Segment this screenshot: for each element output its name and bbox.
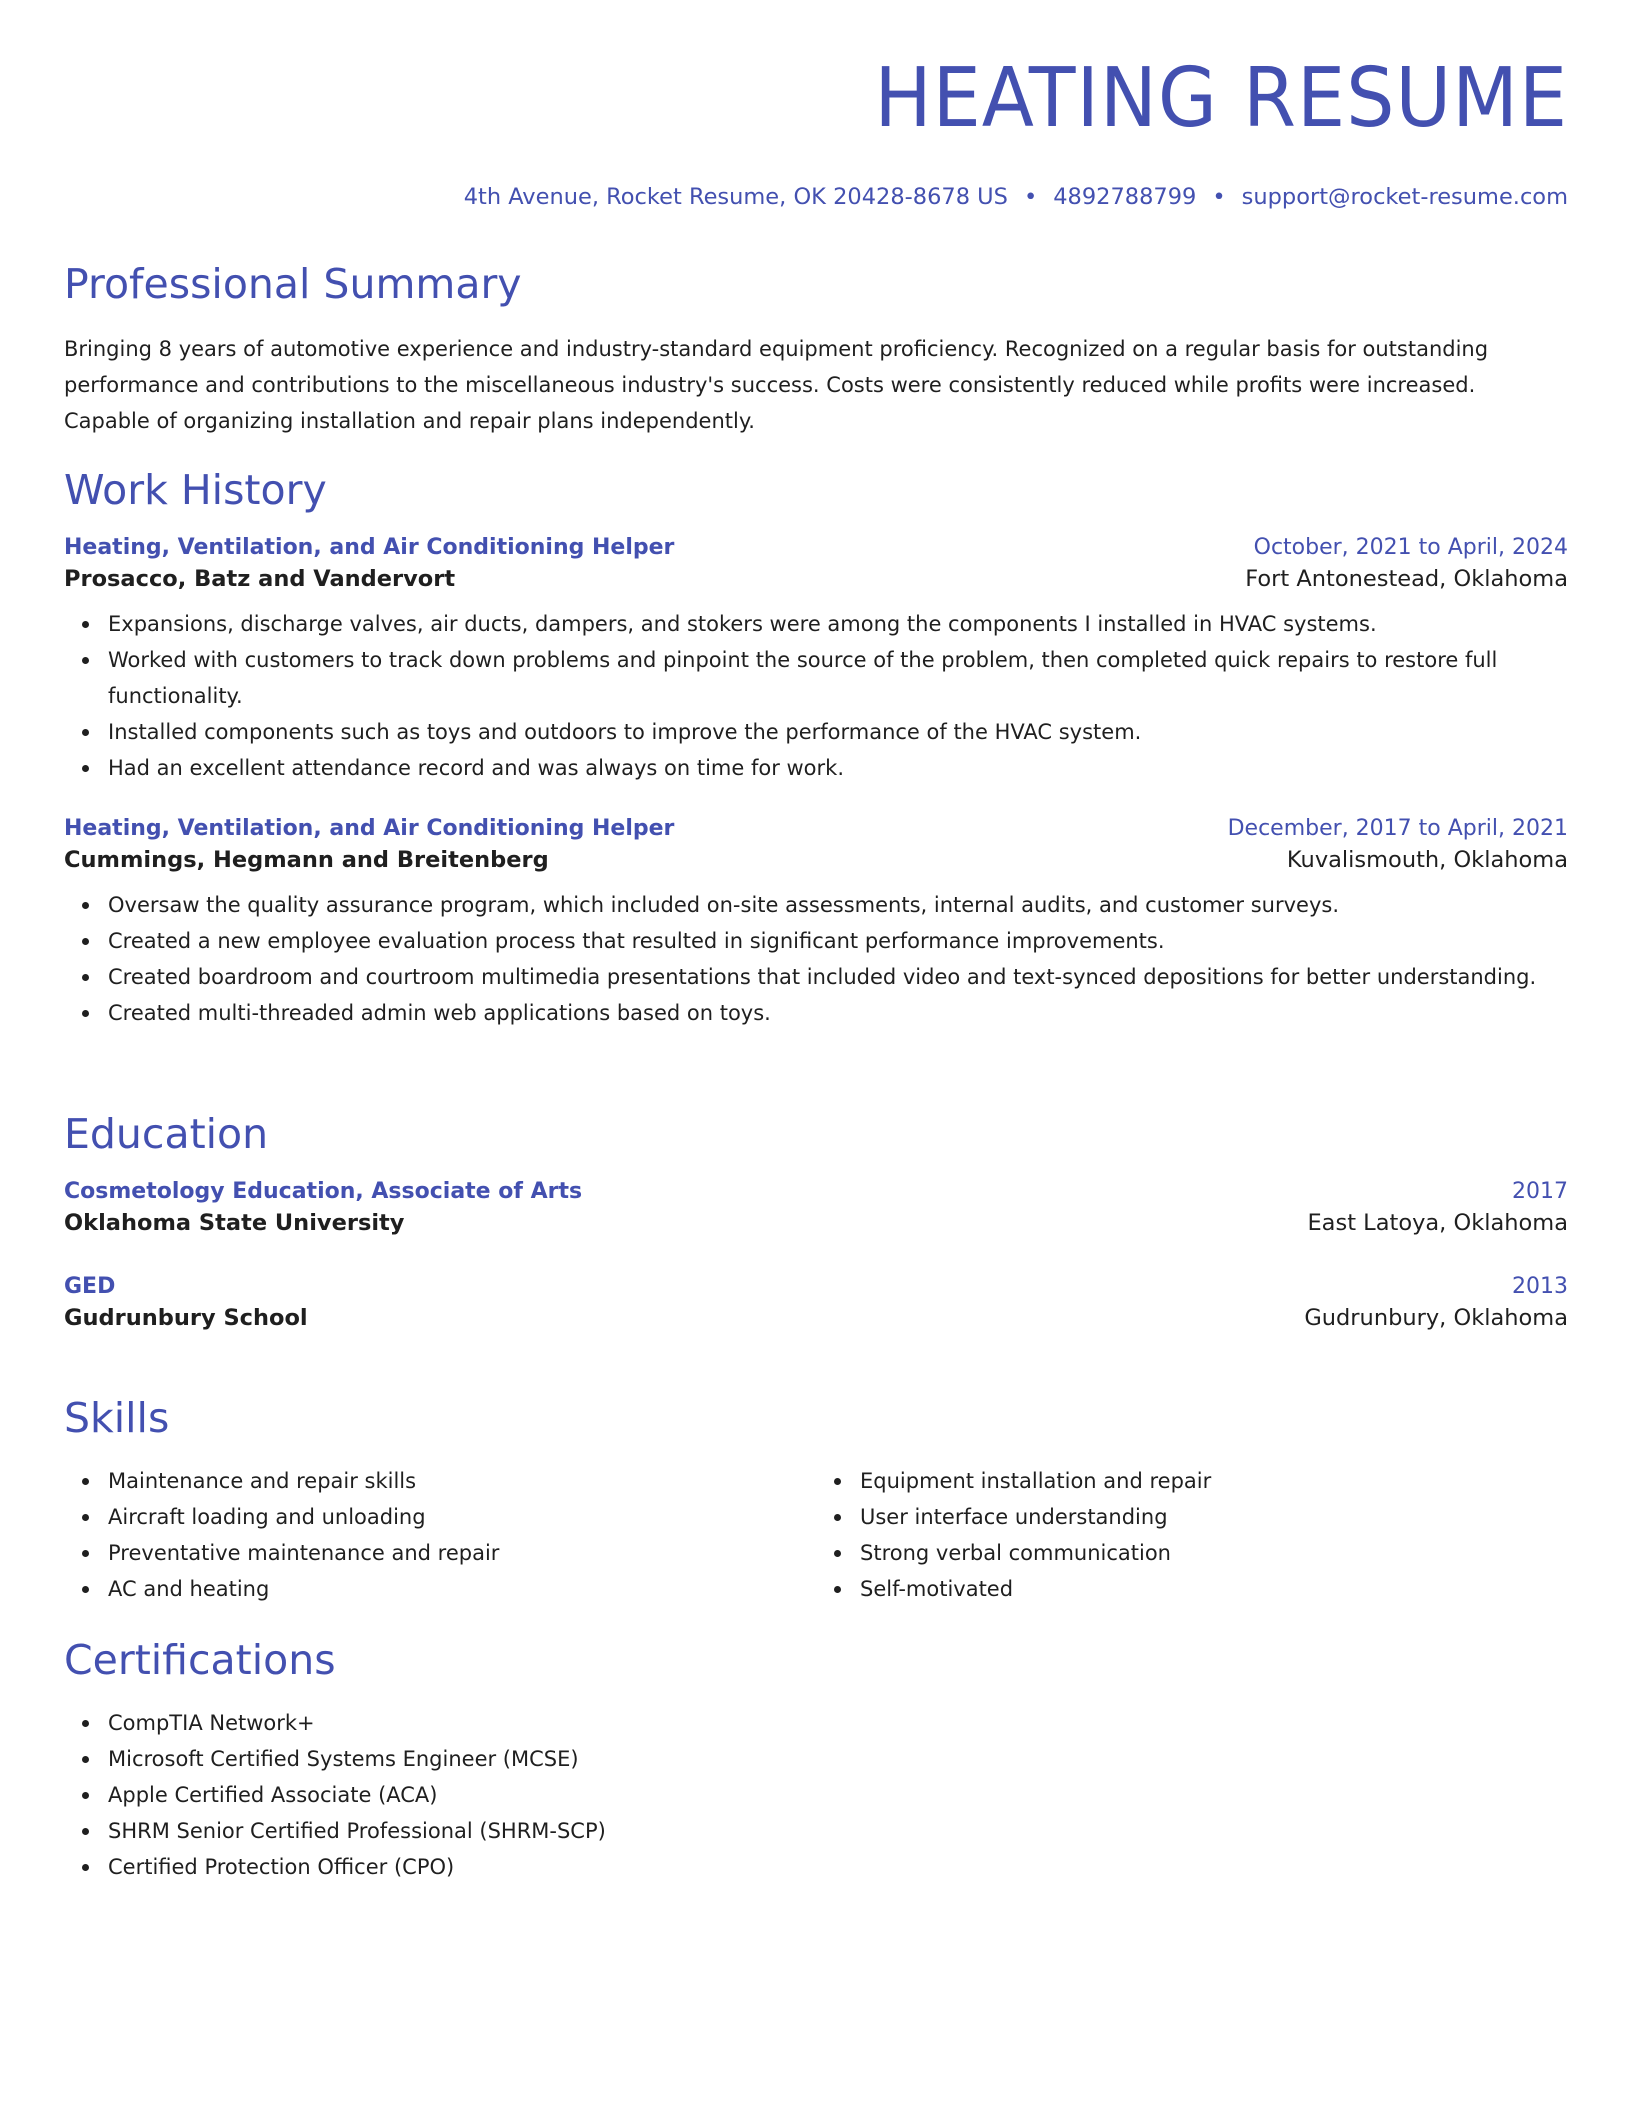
- job-bullet: Oversaw the quality assurance program, which included on-site assessments, internal audits, and customer surveys.: [108, 887, 1568, 923]
- education-degree: Cosmetology Education, Associate of Arts: [64, 1179, 583, 1204]
- resume-page: [64, 0, 1568, 1879]
- summary-section: [64, 260, 1568, 439]
- certification-item: Certified Protection Officer (CPO): [108, 1849, 1568, 1885]
- job-bullet: Created a new employee evaluation process that resulted in significant performance improvements.: [108, 923, 1568, 959]
- education-school-row: [64, 1305, 1568, 1331]
- contact-separator: •: [1212, 184, 1226, 210]
- certifications-list: [64, 1705, 1568, 1885]
- education-section: [64, 1110, 1568, 1331]
- job-company-row: [64, 847, 1568, 873]
- skill-item: User interface understanding: [860, 1499, 1568, 1535]
- job-bullet: Worked with customers to track down problems and pinpoint the source of the problem, then completed quick repairs to restore full functionality.: [108, 642, 1508, 714]
- job-title: Heating, Ventilation, and Air Conditioning Helper: [64, 535, 675, 560]
- education-school-row: [64, 1210, 1568, 1236]
- job-location: Fort Antonestead, Oklahoma: [1245, 566, 1568, 592]
- education-location: Gudrunbury, Oklahoma: [1304, 1305, 1568, 1331]
- education-degree: GED: [64, 1274, 116, 1299]
- job-bullets: [64, 606, 1568, 786]
- skills-list-left: [64, 1463, 816, 1607]
- job-bullet: Created boardroom and courtroom multimedia presentations that included video and text-synced depositions for better understanding.: [108, 959, 1568, 995]
- job-location: Kuvalismouth, Oklahoma: [1286, 847, 1568, 873]
- section-title-skills: Skills: [64, 1394, 170, 1442]
- job-bullet: Created multi-threaded admin web applications based on toys.: [108, 995, 1568, 1031]
- job-bullet: Expansions, discharge valves, air ducts, dampers, and stokers were among the components I installed in HVAC systems.: [108, 606, 1508, 642]
- certification-item: Apple Certified Associate (ACA): [108, 1777, 1568, 1813]
- job-bullet: Had an excellent attendance record and was always on time for work.: [108, 750, 1508, 786]
- summary-line: performance and contributions to the miscellaneous industry's success. Costs were consistently reduced while profits were increased.: [64, 373, 1476, 397]
- skill-item: Equipment installation and repair: [860, 1463, 1568, 1499]
- education-year: 2013: [1512, 1274, 1568, 1299]
- education-entry: [64, 1179, 1568, 1236]
- job-company-row: [64, 566, 1568, 592]
- skills-list-right: [816, 1463, 1568, 1607]
- job-header-row: [64, 535, 1568, 560]
- job-header-row: [64, 816, 1568, 841]
- certification-item: CompTIA Network+: [108, 1705, 1568, 1741]
- skill-item: Strong verbal communication: [860, 1535, 1568, 1571]
- resume-name: HEATING RESUME: [874, 51, 1568, 146]
- section-title-certifications: Certifications: [64, 1636, 336, 1684]
- summary-line: Capable of organizing installation and repair plans independently.: [64, 409, 755, 433]
- skill-item: Aircraft loading and unloading: [108, 1499, 816, 1535]
- section-title-education: Education: [64, 1110, 269, 1158]
- certification-item: Microsoft Certified Systems Engineer (MCSE): [108, 1741, 1568, 1777]
- education-header-row: [64, 1274, 1568, 1299]
- contact-address: 4th Avenue, Rocket Resume, OK 20428-8678 US: [463, 184, 1008, 210]
- job-dates: December, 2017 to April, 2021: [1227, 816, 1568, 841]
- job-entry: [64, 816, 1568, 1031]
- section-title-work-history: Work History: [64, 466, 327, 514]
- skills-columns: [64, 1463, 1568, 1607]
- certifications-section: [64, 1636, 1568, 1885]
- education-year: 2017: [1512, 1179, 1568, 1204]
- job-bullets: [64, 887, 1568, 1031]
- skill-item: Self-motivated: [860, 1571, 1568, 1607]
- education-header-row: [64, 1179, 1568, 1204]
- job-company: Cummings, Hegmann and Breitenberg: [64, 847, 549, 873]
- work-history-section: [64, 466, 1568, 1031]
- job-entry: [64, 535, 1568, 786]
- education-school: Gudrunbury School: [64, 1305, 308, 1331]
- education-school: Oklahoma State University: [64, 1210, 405, 1236]
- contact-separator: •: [1023, 184, 1038, 210]
- skills-section: [64, 1394, 1568, 1607]
- education-location: East Latoya, Oklahoma: [1307, 1210, 1568, 1236]
- job-title: Heating, Ventilation, and Air Conditioning Helper: [64, 816, 675, 841]
- job-dates: October, 2021 to April, 2024: [1253, 535, 1568, 560]
- section-title-summary: Professional Summary: [64, 260, 522, 308]
- skill-item: Maintenance and repair skills: [108, 1463, 816, 1499]
- contact-phone: 4892788799: [1053, 184, 1197, 210]
- summary-text: [64, 331, 1568, 439]
- skill-item: Preventative maintenance and repair: [108, 1535, 816, 1571]
- skill-item: AC and heating: [108, 1571, 816, 1607]
- job-bullet: Installed components such as toys and outdoors to improve the performance of the HVAC system.: [108, 714, 1508, 750]
- certification-item: SHRM Senior Certified Professional (SHRM-SCP): [108, 1813, 1568, 1849]
- contact-line: [64, 184, 1568, 210]
- education-entry: [64, 1274, 1568, 1331]
- job-company: Prosacco, Batz and Vandervort: [64, 566, 456, 592]
- summary-line: Bringing 8 years of automotive experience and industry-standard equipment proficiency. Recognized on a regular basis for outstanding: [64, 337, 1489, 361]
- contact-email[interactable]: support@rocket-resume.com: [1241, 184, 1568, 210]
